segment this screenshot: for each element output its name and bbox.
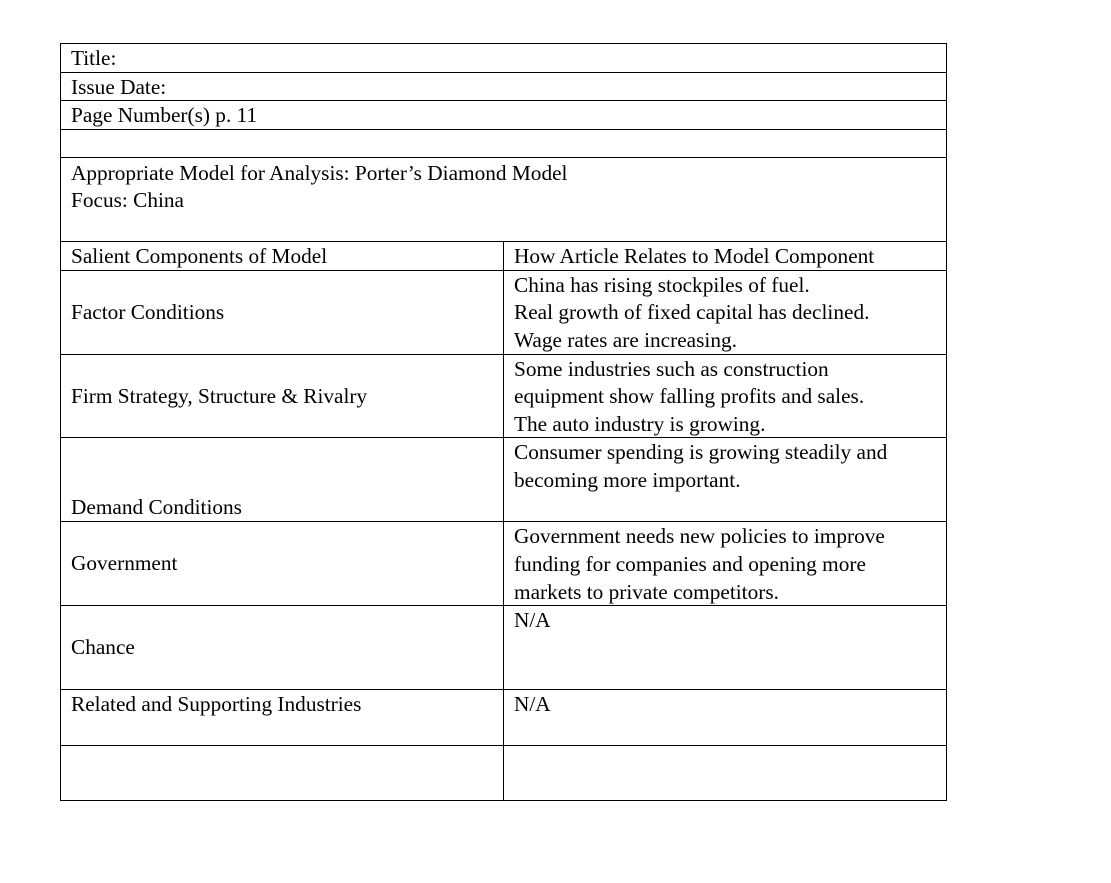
component-government: Government [71,551,178,575]
title-label: Title: [71,46,117,70]
column-divider [503,241,504,801]
relation-line: equipment show falling profits and sales. [514,384,865,408]
analysis-form-table [60,43,947,801]
relation-line: The auto industry is growing. [514,412,766,436]
relation-line: China has rising stockpiles of fuel. [514,273,810,297]
focus-line: Focus: China [71,188,184,212]
component-related-industries: Related and Supporting Industries [71,692,362,716]
issue-date-label: Issue Date: [71,75,167,99]
relation-line: Real growth of fixed capital has declined. [514,300,870,324]
column-header-relation: How Article Relates to Model Component [514,244,875,268]
relation-line: N/A [514,608,551,632]
model-line: Appropriate Model for Analysis: Porter’s Diamond Model [71,161,568,185]
relation-line: Some industries such as construction [514,357,829,381]
empty-row [61,746,946,801]
row-divider [61,72,946,73]
relation-line: becoming more important. [514,468,741,492]
relation-line: Government needs new policies to improve [514,524,885,548]
relation-line: markets to private competitors. [514,580,779,604]
component-chance: Chance [71,635,135,659]
column-header-components: Salient Components of Model [71,244,328,268]
page-numbers-label: Page Number(s) p. 11 [71,103,258,127]
row-divider [61,100,946,101]
relation-line: Wage rates are increasing. [514,328,737,352]
row-divider [61,157,946,158]
relation-line: Consumer spending is growing steadily and [514,440,888,464]
component-factor-conditions: Factor Conditions [71,300,225,324]
component-demand-conditions: Demand Conditions [71,495,242,519]
relation-line: funding for companies and opening more [514,552,866,576]
component-firm-strategy: Firm Strategy, Structure & Rivalry [71,384,368,408]
relation-line: N/A [514,692,551,716]
